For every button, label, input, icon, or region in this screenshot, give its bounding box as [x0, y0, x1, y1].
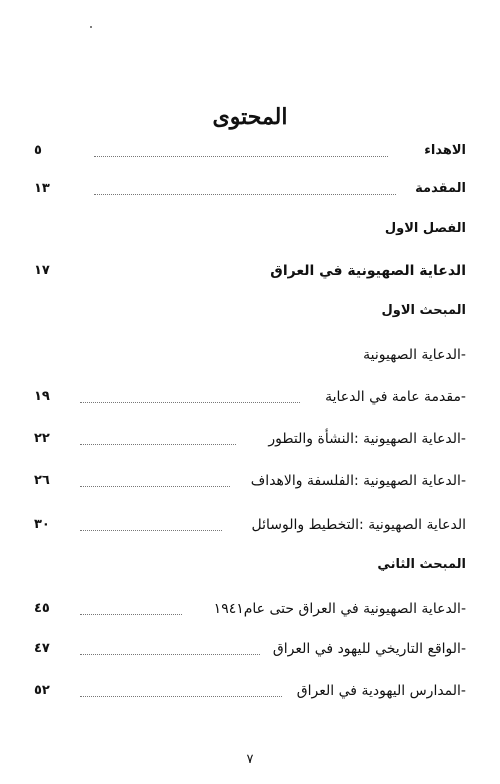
toc-page-number: ٥٢ — [34, 683, 50, 698]
toc-leader — [94, 156, 388, 157]
toc-label: الدعاية الصهيونية في العراق — [270, 263, 466, 279]
page-number-footer: ٧ — [246, 752, 254, 767]
toc-label: الاهداء — [424, 143, 466, 158]
toc-leader — [80, 530, 222, 531]
toc-row — [34, 342, 466, 368]
toc-label: -الدعاية الصهيونية — [363, 347, 466, 363]
toc-page-number: ١٧ — [34, 263, 50, 278]
toc-page-number: ٢٢ — [34, 431, 50, 446]
toc-row — [34, 138, 466, 164]
toc-row — [34, 512, 466, 538]
toc-row — [34, 426, 466, 452]
section-heading: المبحث الاول — [381, 303, 466, 318]
toc-page-number: ٤٧ — [34, 641, 50, 656]
toc-label: -الدعاية الصهيونية :النشأة والتطور — [268, 431, 466, 447]
toc-row — [34, 176, 466, 202]
toc-label: -مقدمة عامة في الدعاية — [325, 389, 466, 405]
scan-speck — [90, 26, 92, 28]
toc-row — [34, 258, 466, 284]
toc-leader — [80, 654, 260, 655]
toc-page-number: ٢٦ — [34, 473, 50, 488]
toc-label: -الدعاية الصهيونية :الفلسفة والاهداف — [250, 473, 466, 489]
page-title: المحتوى — [212, 104, 288, 130]
section-heading: المبحث الثاني — [377, 557, 466, 572]
toc-leader — [80, 402, 300, 403]
toc-label: المقدمة — [415, 181, 466, 196]
toc-label: الدعاية الصهيونية :التخطيط والوسائل — [251, 517, 466, 533]
toc-row — [34, 468, 466, 494]
toc-row — [34, 678, 466, 704]
toc-label: -الواقع التاريخي لليهود في العراق — [272, 641, 466, 657]
chapter-heading: الفصل الاول — [384, 221, 466, 236]
toc-label: -الدعاية الصهيونية في العراق حتى عام١٩٤١ — [213, 601, 466, 617]
toc-page-number: ٥ — [34, 143, 42, 158]
toc-leader — [94, 194, 396, 195]
toc-page-number: ٣٠ — [34, 517, 50, 532]
toc-page-number: ٤٥ — [34, 601, 50, 616]
toc-page-number: ١٣ — [34, 181, 50, 196]
toc-page-number: ١٩ — [34, 389, 50, 404]
toc-leader — [80, 696, 282, 697]
toc-leader — [80, 614, 182, 615]
toc-row — [34, 596, 466, 622]
toc-row — [34, 636, 466, 662]
toc-label: -المدارس اليهودية في العراق — [296, 683, 466, 699]
toc-leader — [80, 486, 230, 487]
toc-leader — [80, 444, 236, 445]
toc-row — [34, 384, 466, 410]
